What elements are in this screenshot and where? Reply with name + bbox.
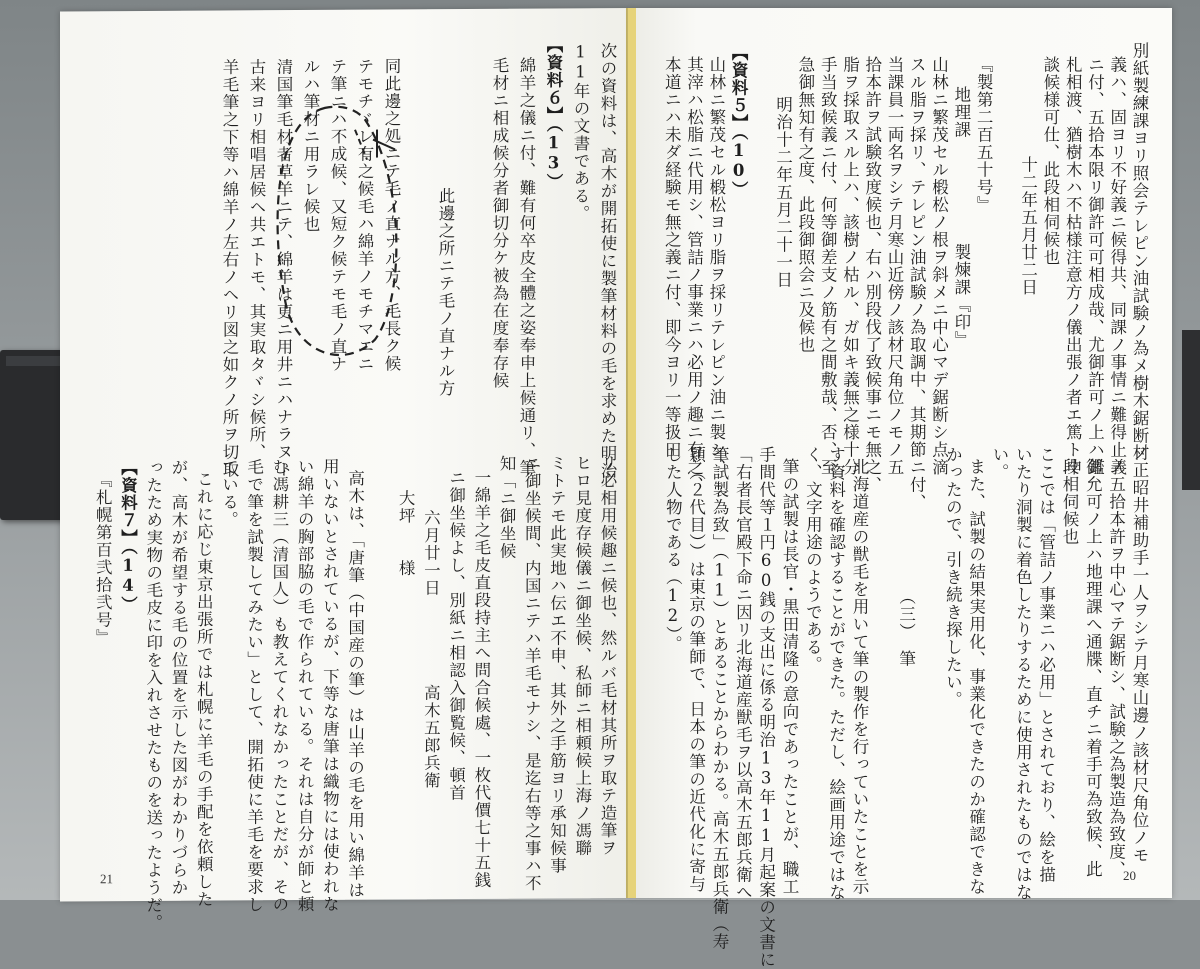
text-line: 拾本許ヲ試験致度候也、右ハ別段伐了致候事ニモ無之、 [862, 56, 882, 494]
text-line: ミトテモ此実地ハ伝エ不申、其外之手筋ヨリ承知候事 [547, 454, 567, 875]
text-line: スル脂ヲ採リ、テレピン油試験ノ為取調中、其期節ニ付、 [907, 56, 927, 511]
text-line: 知「ニ御坐候 [497, 454, 517, 560]
text-line: 『製第二百五十号』 [974, 56, 994, 214]
section-heading: 【資料６】（13） [544, 36, 563, 191]
text-line: 羊毛筆之下等ハ綿羊ノ左右ノヘリ図之如クノ所ヲ切取 [220, 58, 239, 479]
text-line: 明治十二年五月二十一日 [773, 96, 793, 289]
text-line: 毛で筆を試製してみたい」として、開拓使に羊毛を要求し [244, 458, 264, 914]
text-line: 山林ニ繁茂セル椴松ノ根ヲ斜メニ中心マデ鋸断シ点滴 [929, 56, 949, 476]
text-line: 別紙製練課ヨリ照会テレピン油試験ノ為メ樹木鋸断ノ [1130, 42, 1149, 462]
text-line: 毛材ニ相成候分者御切分ケ被為在度奉存候 [490, 56, 509, 390]
text-line: かったので、引き続き探したい。 [943, 446, 963, 709]
text-line: 札相渡、猶樹木ハ不枯様注意方ノ儀出張ノ者エ篤ト申 [1063, 56, 1083, 476]
text-line [992, 36, 1018, 446]
text-line: 御允可ノ上ハ地理課へ通牒、直チニ着手可為致候、此 [1083, 458, 1103, 878]
text-line: テ筆ニハ不成候、又短ク候テモ毛ノ直ナ [328, 57, 347, 373]
text-line: ルハ筆材ニ用ラレ候也 [301, 57, 320, 234]
text-line: 筆の試製は長官・黒田清隆の意向であったことが、職工 [780, 458, 799, 896]
text-line: ここでは「管詰ノ事業ニハ必用」とされており、絵を描 [1036, 446, 1056, 884]
text-line: ヒロ見度存候儀ニ御坐候、私師ニ相頼候上海ノ馮聯 [572, 454, 592, 857]
text-line: ノ五拾本許ヲ中心マテ鋸断シ、試験之為製造為致度、 [1106, 458, 1126, 878]
text-line: 「右者長官殿下命ニ因リ北海道産獣毛ヲ以高木五郎兵衛へ [733, 446, 753, 901]
text-line: 脂ヲ採取スル上ハ、該樹ノ枯ル、ガ如キ義無之様十分 [840, 56, 860, 476]
text-line: ニ御坐候よし、別紙ニ相認入御覧候、頓首 [446, 469, 466, 802]
text-line: 高木は、「唐筆（中国産の筆）は山羊の毛を用い綿羊は [345, 469, 365, 899]
text-line: 用いないとされているが、下等な唐筆は織物には使われな [320, 457, 340, 913]
text-line: 地理課 製煉課『印』 [951, 86, 971, 349]
text-line: 同此邊之処ニテ毛ノ直ナル方、毛長ク候 [382, 57, 401, 373]
text-line: す資料を確認することができた。ただし、絵画用途ではな [826, 446, 846, 901]
text-line [916, 438, 942, 848]
text-line: ニ付、五拾本限リ御許可可相成哉、尤御許可ノ上ハ鑑 [1085, 56, 1105, 476]
section-heading: 【資料５】（10） [729, 44, 749, 199]
text-line: 清国筆毛材者草羊ニテ、綿羊は更ニ用井ニハナラヌト [274, 58, 293, 479]
right-page [632, 8, 1172, 969]
text-line: ったため実物の毛皮に印を入れさせたものを送ったようだ。 [143, 458, 163, 932]
text-line: いたり洞製に着色したりするために使用されたものではな [1013, 446, 1033, 901]
text-line: 一綿羊之毛皮直段持主へ問合候處、一枚代價七十五銭 [471, 468, 491, 889]
text-line: 北海道産の獣毛を用いて筆の製作を行っていたことを示 [850, 458, 869, 896]
text-line: 段相伺候也 [1060, 458, 1079, 546]
text-line: 次の資料は、高木が開拓使に製筆材料の毛を求めた明治 [598, 42, 617, 480]
sheep-hide-outline-sketch [255, 99, 415, 380]
right-page-upper-block [652, 36, 1152, 511]
text-line: 本道ニハ未ダ経験モ無之義ニ付、即今ヨリ一等扱田 [662, 56, 682, 459]
text-line: が、高木が希望する毛の位置を示した図がわかりづらか [168, 458, 188, 897]
text-line: （三） 筆 [896, 588, 916, 668]
text-line: リ必相用候趣ニ候也、然ルバ毛材其所ヲ取テ造筆ヲ [598, 454, 617, 857]
text-line: 村正昭井補助手一人ヲシテ月寒山邊ノ該材尺角位ノモ [1130, 444, 1149, 864]
text-line: 山林ニ繁茂セル椴松ヨリ脂ヲ採リテレピン油ニ製シ、 [706, 56, 726, 476]
text-line: 大坪 様 [396, 489, 416, 577]
text-line: これに応じ東京出張所では札幌に羊毛の手配を依頼した [194, 470, 214, 909]
text-line: ニ御坐候間、内国ニテハ羊毛モナシ、是迄右等之事ハ不 [522, 454, 542, 893]
page-edge [628, 8, 636, 898]
text-line: い。 [990, 446, 1009, 481]
text-line: 談候様可仕、此段相伺候也 [1040, 56, 1060, 266]
text-line: 急御無知有之度、此段御照会ニ及候也 [795, 56, 815, 354]
text-line: 筆試製為致」（11）とあることからわかる。高木五郎兵衛（寿 [710, 446, 729, 951]
text-line: 11年の文書である。 [571, 42, 590, 223]
text-line: い綿羊の胸部脇の毛で作られている。それは自分が師と頼 [295, 457, 315, 914]
text-line: く、文字用途のようである。 [803, 446, 823, 674]
text-line: 此邊之所ニテ毛ノ直ナル方 [436, 187, 455, 398]
text-line: 其滓ハ松脂ニ代用シ、管詰ノ事業ニハ必用ノ趣ニ有之、 [684, 56, 704, 494]
page-number-left: 21 [100, 871, 113, 887]
text-line [747, 36, 773, 446]
text-line: 当課員一両名ヲシテ月寒山近傍ノ該材尺角位ノモノ五 [885, 56, 904, 476]
text-line: 六月廿一日 高木五郎兵衛 [421, 509, 441, 790]
text-line: 穎（２代目））は東京の筆師で、日本の筆の近代化に寄与 [686, 446, 706, 893]
page-number-right: 20 [1123, 868, 1136, 883]
text-line: 古来ヨリ相唱居候ヘ共エトモ、其実取タヾシ候所、 [247, 58, 266, 461]
text-line: 綿羊之儀ニ付、難有何卒皮全體之姿奉申上候通リ、筆 [517, 56, 536, 477]
text-line: 『札幌第百弐拾弐号』 [93, 471, 113, 647]
text-line [459, 37, 485, 457]
left-page [60, 8, 632, 932]
dark-box-right [1182, 330, 1200, 490]
text-line: また、試製の結果実用化、事業化できたのか確認できな [966, 458, 986, 896]
text-line: ている。 [219, 458, 239, 529]
text-line: 手当致候義ニ付、何等御差支ノ筋有之間敷哉、否、至 [818, 56, 838, 476]
text-line: む馮耕三（清国人）も教えてくれなかったことだが、その [269, 458, 289, 914]
text-line: テモチヾレ有之候毛ハ綿羊ノモチマエニ [355, 57, 374, 373]
text-line [869, 438, 895, 848]
text-line: 手間代等１円60銭の支出に係る明治13年11月起案の文書に [756, 446, 776, 969]
text-line [367, 449, 393, 849]
text-line: した人物である（12）。 [663, 446, 683, 653]
section-heading: 【資料７】（14） [118, 459, 138, 614]
text-line: 義ハ、固ヨリ不好義ニ候得共、同課ノ事情ニ難得止義 [1107, 56, 1127, 476]
text-line: 十二年五月廿二日 [1018, 156, 1038, 296]
